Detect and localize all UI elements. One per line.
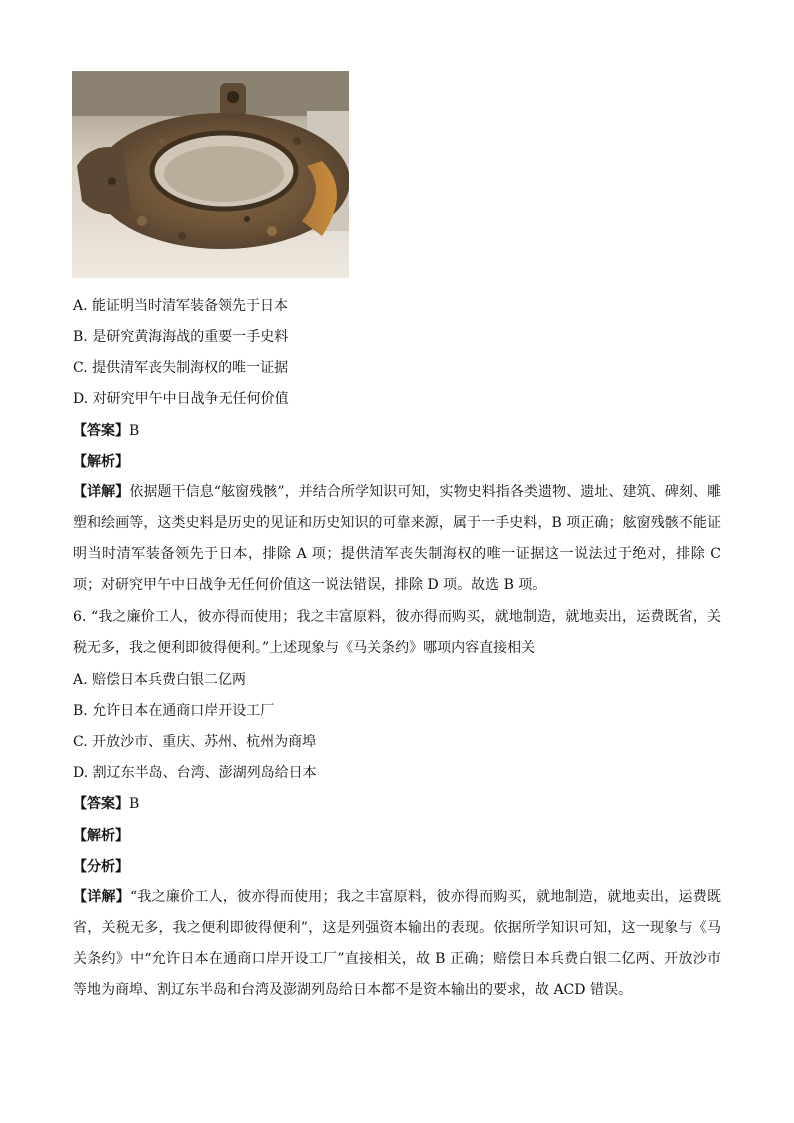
q6-answer-value: B	[129, 796, 140, 812]
q6-analysis-label: 【解析】	[73, 828, 129, 844]
q5-option-d: D. 对研究甲午中日战争无任何价值	[73, 391, 289, 407]
q6-stem: 6. “我之廉价工人，彼亦得而使用；我之丰富原料，彼亦得而购买，就地制造，就地卖出，运费既省，关税无多，我之便利即彼得便利。”上述现象与《马关条约》哪项内容直接相关	[73, 609, 721, 656]
q6-answer	[73, 794, 139, 814]
q6-detail-label: 【详解】	[73, 889, 130, 905]
q5-option-a: A. 能证明当时清军装备领先于日本	[73, 298, 289, 314]
porthole-wreckage-image	[72, 71, 349, 278]
q5-option-b: B. 是研究黄海海战的重要一手史料	[73, 329, 289, 345]
q5-detail-text: 依据题干信息“舷窗残骸”，并结合所学知识可知，实物史料指各类遗物、遗址、建筑、碑刻、雕塑和绘画等，这类史料是历史的见证和历史知识的可靠来源，属于一手史料，B 项正确；舷窗残骸不能证明当时清军装备领先于日本，排除 A 项；提供清军丧失制海权的唯一证据这一说法过于绝对，排除 C 项；对研究甲午中日战争无任何价值这一说法错误，排除 D 项。故选 B 项。	[73, 484, 722, 593]
q6-detail-text: “我之廉价工人，彼亦得而使用；我之丰富原料，彼亦得而购买，就地制造，就地卖出，运费既省，关税无多，我之便利即彼得便利”，这是列强资本输出的表现。依据所学知识可知，这一现象与《马关条约》中“允许日本在通商口岸开设工厂”直接相关，故 B 正确；赔偿日本兵费白银二亿两、开放沙市等地为商埠、割辽东半岛和台湾及澎湖列岛给日本都不是资本输出的要求，故 ACD 错误。	[73, 889, 722, 998]
q6-option-b: B. 允许日本在通商口岸开设工厂	[73, 703, 275, 719]
q5-detail	[73, 477, 721, 601]
q6-option-c: C. 开放沙市、重庆、苏州、杭州为商埠	[73, 734, 317, 750]
q5-option-c: C. 提供清军丧失制海权的唯一证据	[73, 360, 289, 376]
q5-answer	[73, 421, 139, 441]
q5-answer-value: B	[129, 423, 140, 439]
q6-option-a: A. 赔偿日本兵费白银二亿两	[73, 672, 247, 688]
q6-detail	[73, 882, 721, 1006]
q5-analysis-label: 【解析】	[73, 454, 129, 470]
q5-detail-label: 【详解】	[73, 484, 130, 500]
q6-option-d: D. 割辽东半岛、台湾、澎湖列岛给日本	[73, 765, 317, 781]
q5-answer-label: 【答案】	[73, 423, 129, 439]
porthole-wreckage-photo	[72, 71, 349, 278]
q6-fenxi-label: 【分析】	[73, 859, 129, 875]
q6-answer-label: 【答案】	[73, 796, 129, 812]
